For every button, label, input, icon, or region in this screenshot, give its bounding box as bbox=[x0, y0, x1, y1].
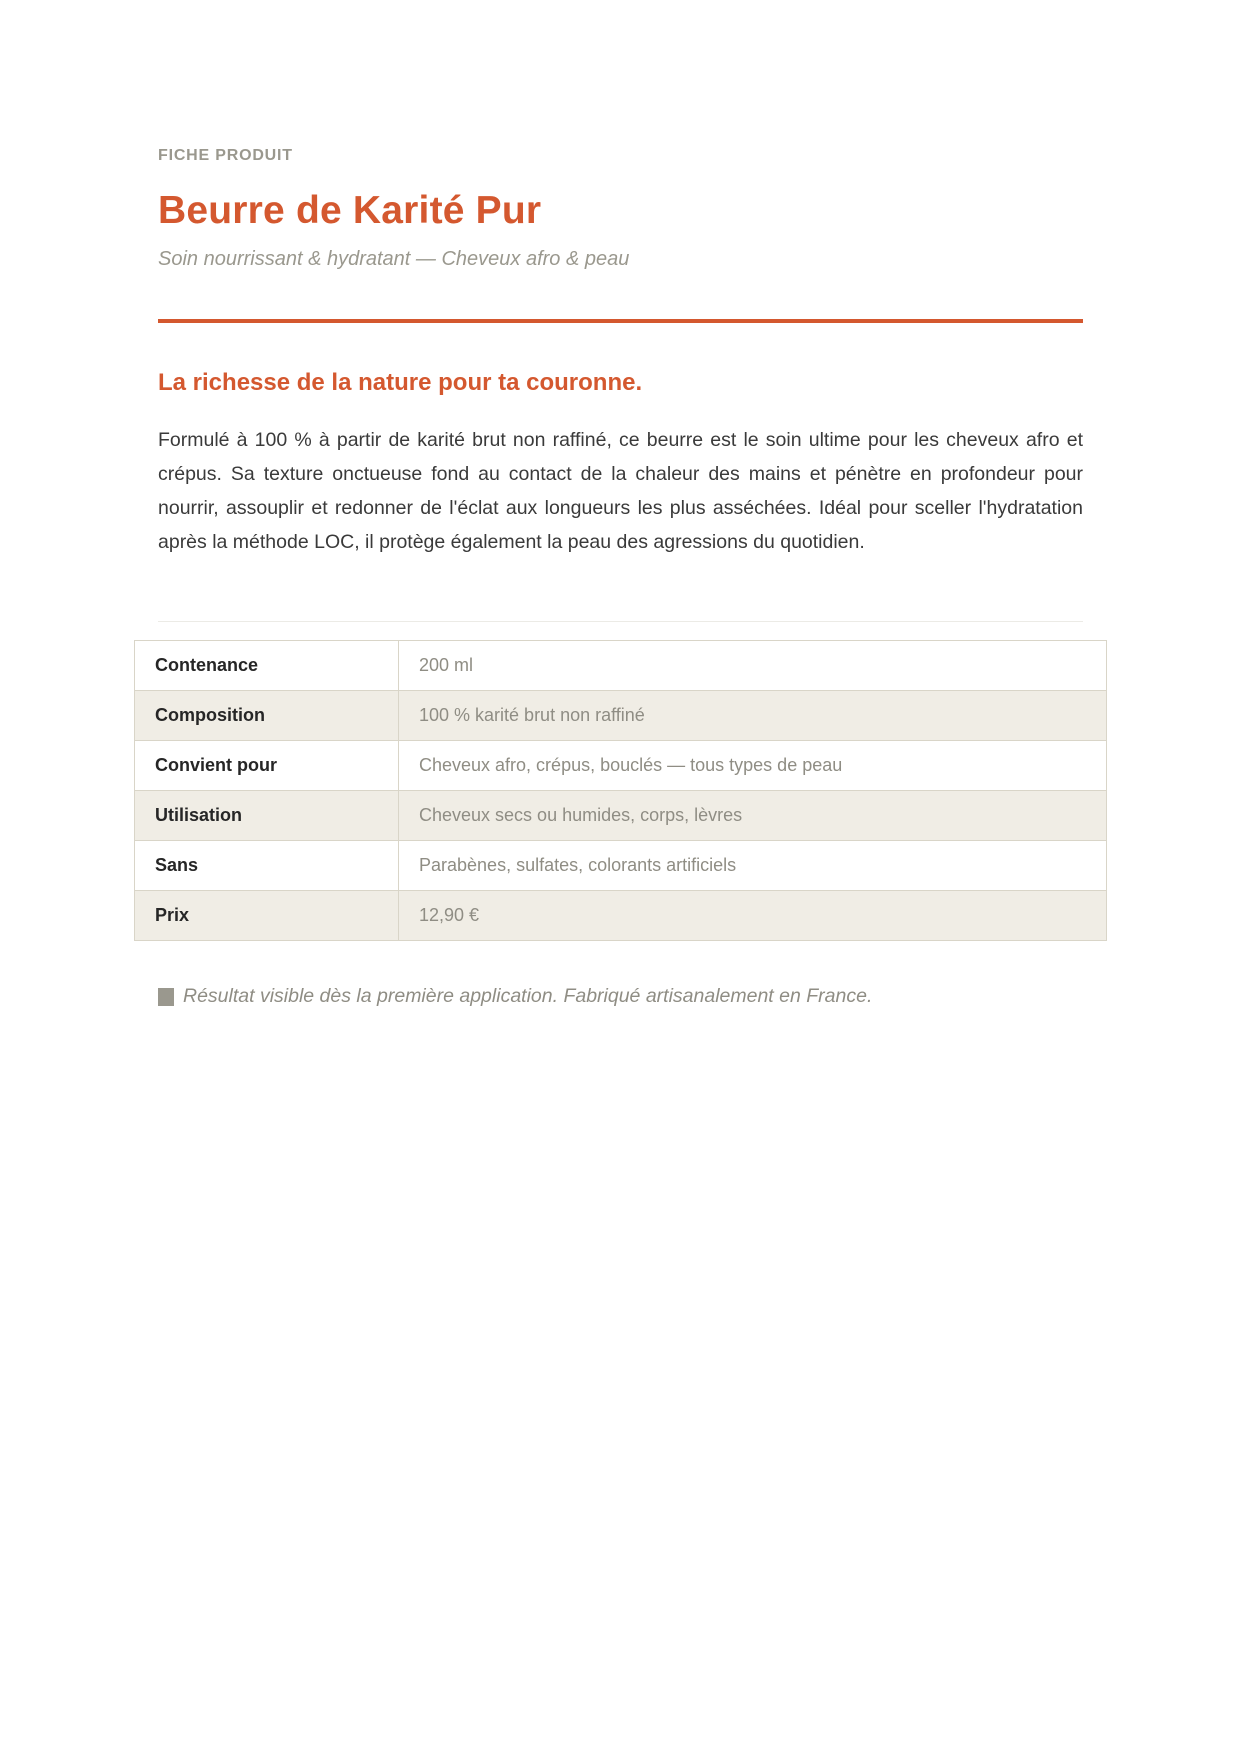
footnote-text: Résultat visible dès la première application. Fabriqué artisanalement en France. bbox=[183, 985, 873, 1007]
table-row bbox=[135, 841, 1107, 891]
light-divider bbox=[158, 621, 1083, 622]
spec-label: Contenance bbox=[135, 641, 399, 691]
page-subtitle: Soin nourrissant & hydratant — Cheveux afro & peau bbox=[158, 248, 630, 270]
spec-value: 100 % karité brut non raffiné bbox=[399, 691, 1107, 741]
spec-value: Parabènes, sulfates, colorants artificiels bbox=[399, 841, 1107, 891]
spec-value: 200 ml bbox=[399, 641, 1107, 691]
spec-table bbox=[134, 640, 1107, 941]
spec-label: Sans bbox=[135, 841, 399, 891]
kicker-label: FICHE PRODUIT bbox=[158, 147, 293, 164]
spec-value: Cheveux secs ou humides, corps, lèvres bbox=[399, 791, 1107, 841]
section-heading: La richesse de la nature pour ta couronne. bbox=[158, 369, 643, 396]
table-row bbox=[135, 741, 1107, 791]
accent-divider bbox=[158, 319, 1083, 323]
description-paragraph: Formulé à 100 % à partir de karité brut non raffiné, ce beurre est le soin ultime pour les cheveux afro et crépus. Sa texture onctueuse fond au contact de la chaleur des mains et pénètre en profondeur pour nourrir, assouplir et redonner de l'éclat aux longueurs les plus asséchées. Idéal pour sceller l'hydratation après la méthode LOC, il protège également la peau des agressions du quotidien. bbox=[158, 429, 1083, 553]
spec-label: Composition bbox=[135, 691, 399, 741]
page-title: Beurre de Karité Pur bbox=[158, 189, 542, 232]
table-row bbox=[135, 891, 1107, 941]
table-row bbox=[135, 791, 1107, 841]
spec-label: Convient pour bbox=[135, 741, 399, 791]
spec-label: Prix bbox=[135, 891, 399, 941]
spec-value: Cheveux afro, crépus, bouclés — tous types de peau bbox=[399, 741, 1107, 791]
square-icon bbox=[158, 988, 174, 1006]
spec-label: Utilisation bbox=[135, 791, 399, 841]
table-row bbox=[135, 691, 1107, 741]
table-row bbox=[135, 641, 1107, 691]
footnote bbox=[158, 985, 1083, 1008]
spec-value: 12,90 € bbox=[399, 891, 1107, 941]
